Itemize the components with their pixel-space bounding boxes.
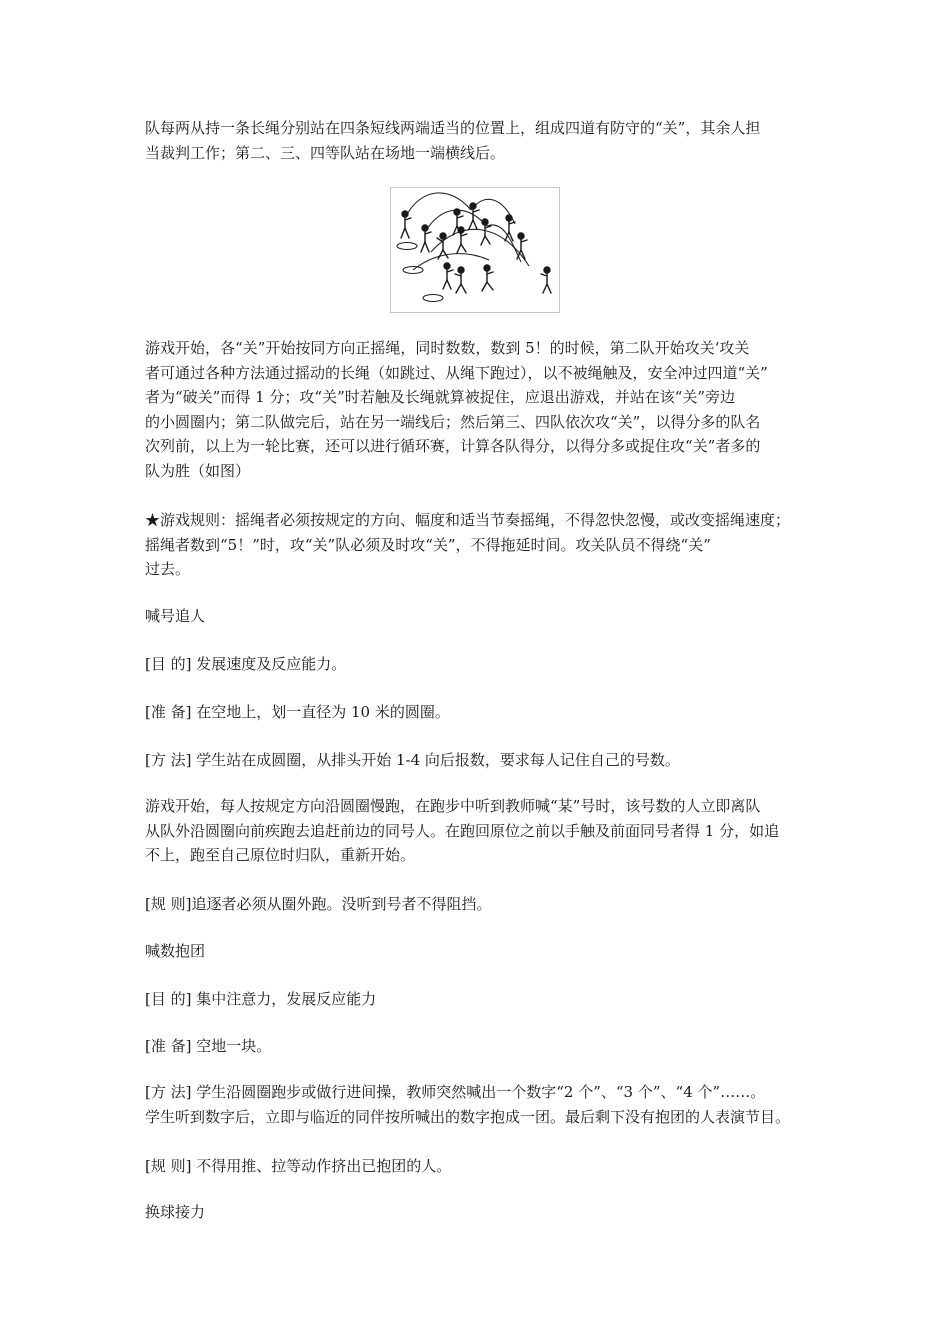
- prepare-line: [准 备] 在空地上，划一直径为 10 米的圆圈。: [145, 703, 450, 721]
- player-figure: [457, 227, 467, 253]
- text-line: 队为胜（如图）: [145, 461, 251, 480]
- rope-line: [487, 225, 521, 262]
- text-line: 不上，跑至自己原位时归队，重新开始。: [145, 846, 416, 864]
- text-line: 次列前，以上为一轮比赛，还可以进行循环赛，计算各队得分，以得分多或捉住攻“关”者多的: [145, 437, 761, 455]
- text-line: [方 法] 学生沿圆圈跑步或做行进间操，教师突然喊出一个数字“2 个”、“3 个”、“4 个”……。: [145, 1083, 766, 1101]
- paragraph-method: [145, 1080, 810, 1129]
- paragraph-setup: [145, 116, 810, 165]
- text-line: ★游戏规则：摇绳者必须按规定的方向、幅度和适当节奏摇绳，不得忽快忽慢，或改变摇绳速度；: [145, 511, 791, 529]
- text-line: 者为“破关”而得 1 分；攻“关”时若触及长绳就算被捉住，应退出游戏，并站在该“关”旁边: [145, 388, 736, 406]
- method-line: [方 法] 学生站在成圆圈，从排头开始 1-4 向后报数，要求每人记住自己的号数。: [145, 751, 680, 769]
- purpose-line: [目 的] 发展速度及反应能力。: [145, 655, 347, 673]
- text-line: 当裁判工作；第二、三、四等队站在场地一端横线后。: [145, 143, 506, 162]
- text-line: 游戏开始，各“关”开始按同方向正摇绳，同时数数，数到 5！的时候，第二队开始攻关‘攻关: [145, 339, 750, 357]
- ground-circle: [423, 295, 443, 302]
- rope-game-figure: [390, 187, 560, 313]
- paragraph-game-start: [145, 336, 810, 483]
- text-line: 的小圆圈内；第二队做完后，站在另一端线后；然后第三、四队依次攻“关”，以得分多的队名: [145, 412, 761, 431]
- player-figure: [443, 263, 453, 289]
- text-line: 从队外沿圆圈向前疾跑去追赶前边的同号人。在跑回原位之前以手触及前面同号者得 1 分，如追: [145, 821, 780, 840]
- rules-line: [规 则]追逐者必须从圈外跑。没听到号者不得阻挡。: [145, 895, 492, 913]
- player-figure: [469, 203, 479, 229]
- paragraph-game-rules: [145, 508, 810, 582]
- prepare-line: [准 备] 空地一块。: [145, 1037, 272, 1055]
- text-line: 者可通过各种方法通过摇动的长绳（如跳过、从绳下跑过），以不被绳触及，安全冲过四道“关”: [145, 363, 768, 382]
- player-figure: [541, 267, 551, 293]
- text-line: 过去。: [145, 560, 191, 578]
- purpose-line: [目 的] 集中注意力，发展反应能力: [145, 990, 377, 1008]
- ground-circle: [397, 243, 417, 250]
- section-heading: 喊号追人: [145, 607, 206, 625]
- player-figure: [455, 267, 466, 293]
- player-figure: [505, 215, 515, 241]
- paragraph-play: [145, 794, 810, 868]
- text-line: 学生听到数字后，立即与临近的同伴按所喊出的数字抱成一团。最后剩下没有抱团的人表演节目。: [145, 1107, 791, 1126]
- rope-line: [405, 193, 471, 218]
- rules-line: [规 则] 不得用推、拉等动作挤出已抱团的人。: [145, 1157, 452, 1175]
- player-figure: [421, 225, 431, 252]
- section-heading: 换球接力: [145, 1203, 206, 1221]
- section-heading: 喊数抱团: [145, 942, 206, 960]
- player-figure: [517, 233, 527, 259]
- player-figure: [401, 211, 411, 238]
- text-line: 队每两从持一条长绳分别站在四条短线两端适当的位置上，组成四道有防守的“关”，其余人担: [145, 119, 761, 137]
- rope-jumping-game-illustration-icon: [391, 188, 559, 312]
- player-figure: [482, 265, 493, 291]
- text-line: 游戏开始，每人按规定方向沿圆圈慢跑，在跑步中听到教师喊“某”号时，该号数的人立即离队: [145, 797, 761, 815]
- text-line: 摇绳者数到“5！”时，攻“关”队必须及时攻“关”，不得拖延时间。攻关队员不得绕“关”: [145, 535, 711, 554]
- rope-line: [413, 254, 489, 270]
